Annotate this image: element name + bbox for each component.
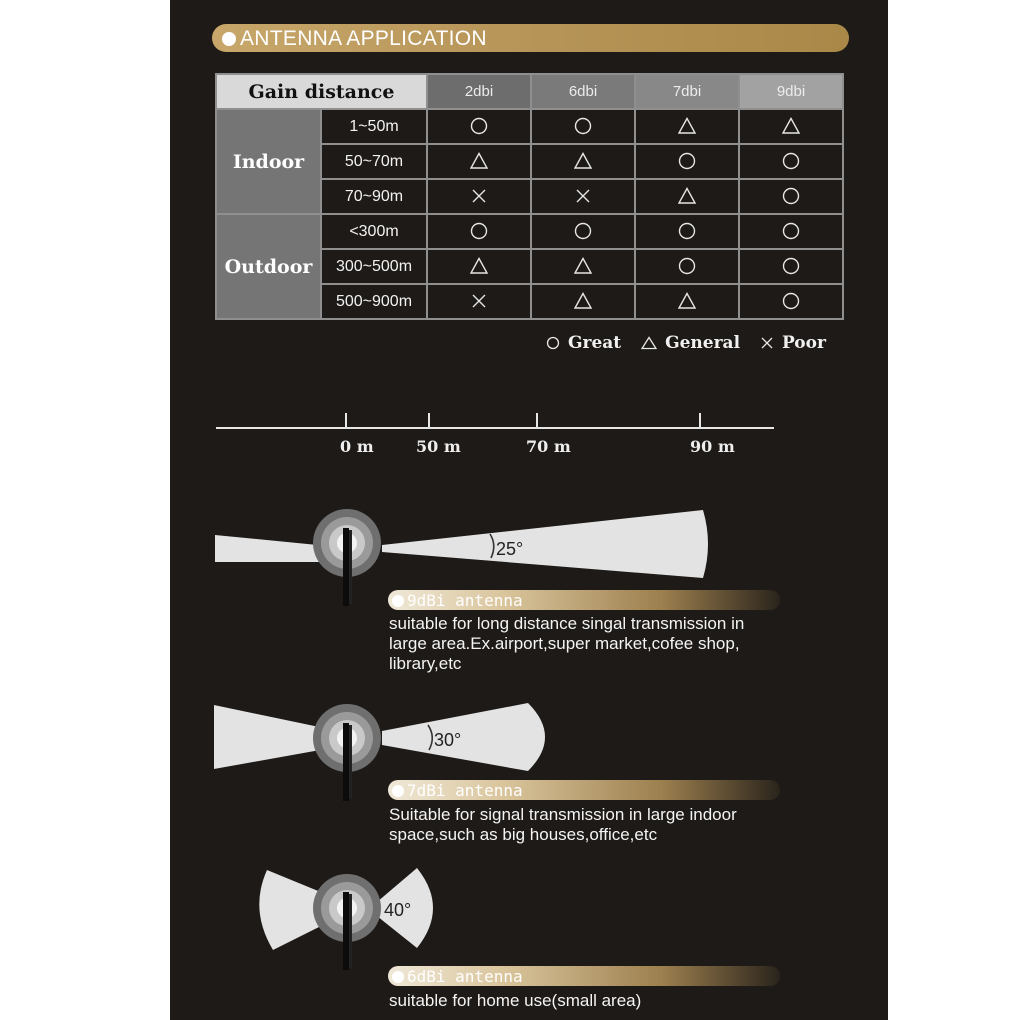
- triangle-icon: [574, 152, 592, 170]
- column-header: 2dbi: [427, 74, 531, 109]
- section-header: [212, 24, 849, 52]
- antenna-label-bar: [388, 966, 780, 986]
- rating-cell: [427, 214, 531, 249]
- scale-label: 70 m: [526, 437, 571, 456]
- circle-icon: [574, 222, 592, 240]
- circle-icon: [782, 292, 800, 310]
- table-header-row: [216, 74, 843, 109]
- circle-icon: [546, 336, 560, 350]
- scale-tick: [428, 413, 430, 428]
- distance-cell: 1~50m: [321, 109, 427, 144]
- column-header: 6dbi: [531, 74, 635, 109]
- cross-icon: [470, 187, 488, 205]
- legend-label: Poor: [781, 333, 826, 353]
- circle-icon: [782, 257, 800, 275]
- rating-cell: [739, 109, 843, 144]
- circle-icon: [470, 117, 488, 135]
- antenna-description: Suitable for signal transmission in large indoor space,such as big houses,office,etc: [389, 805, 737, 844]
- rating-cell: [427, 179, 531, 214]
- circle-icon: [782, 187, 800, 205]
- antenna-description: suitable for long distance singal transmission in large area.Ex.airport,super market,cofee shop, library,etc: [389, 614, 745, 673]
- antenna-label: 9dBi antenna: [392, 591, 523, 610]
- scale-tick: [699, 413, 701, 428]
- rating-cell: [739, 179, 843, 214]
- triangle-icon: [678, 117, 696, 135]
- circle-icon: [470, 222, 488, 240]
- scale-label: 90 m: [690, 437, 735, 456]
- rating-cell: [427, 109, 531, 144]
- triangle-icon: [782, 117, 800, 135]
- cross-icon: [760, 336, 774, 350]
- scale-tick: [345, 413, 347, 428]
- group-label-outdoor: Outdoor: [216, 214, 321, 319]
- rating-cell: [427, 144, 531, 179]
- distance-cell: 300~500m: [321, 249, 427, 284]
- antenna-label: 7dBi antenna: [392, 781, 523, 800]
- circle-icon: [678, 222, 696, 240]
- rating-cell: [635, 179, 739, 214]
- circle-icon: [678, 257, 696, 275]
- rating-cell: [427, 249, 531, 284]
- rating-cell: [739, 284, 843, 319]
- cross-icon: [470, 292, 488, 310]
- distance-cell: <300m: [321, 214, 427, 249]
- rating-cell: [739, 144, 843, 179]
- triangle-icon: [574, 292, 592, 310]
- scale-label: 50 m: [416, 437, 461, 456]
- circle-icon: [782, 222, 800, 240]
- rating-cell: [635, 109, 739, 144]
- rating-legend: [546, 333, 826, 355]
- antenna-label-bar: [388, 780, 780, 800]
- antenna-description: suitable for home use(small area): [389, 991, 642, 1010]
- rating-cell: [635, 214, 739, 249]
- distance-scale-line: [216, 427, 774, 429]
- distance-cell: 50~70m: [321, 144, 427, 179]
- triangle-icon: [470, 152, 488, 170]
- rating-cell: [739, 214, 843, 249]
- scale-tick: [536, 413, 538, 428]
- distance-cell: 70~90m: [321, 179, 427, 214]
- triangle-icon: [678, 292, 696, 310]
- legend-item-great: [546, 333, 621, 353]
- rating-cell: [427, 284, 531, 319]
- legend-label: Great: [568, 333, 622, 353]
- rating-cell: [531, 144, 635, 179]
- column-header: 9dbi: [739, 74, 843, 109]
- cross-icon: [574, 187, 592, 205]
- column-header: 7dbi: [635, 74, 739, 109]
- legend-item-general: [641, 333, 740, 353]
- rating-cell: [739, 249, 843, 284]
- rating-cell: [635, 144, 739, 179]
- table-corner-label: Gain distance: [216, 74, 427, 109]
- table-row: [216, 214, 843, 249]
- circle-icon: [782, 152, 800, 170]
- antenna-label: 6dBi antenna: [392, 967, 523, 986]
- gain-distance-table: [215, 73, 844, 320]
- rating-cell: [531, 284, 635, 319]
- table-row: [216, 109, 843, 144]
- distance-cell: 500~900m: [321, 284, 427, 319]
- rating-cell: [531, 179, 635, 214]
- antenna-label-bar: [388, 590, 780, 610]
- rating-cell: [635, 284, 739, 319]
- triangle-icon: [641, 336, 657, 350]
- legend-label: General: [665, 333, 741, 353]
- legend-item-poor: [760, 333, 826, 353]
- beam-angle-6dbi: 40°: [384, 900, 412, 920]
- triangle-icon: [574, 257, 592, 275]
- rating-cell: [531, 109, 635, 144]
- rating-cell: [635, 249, 739, 284]
- group-label-indoor: Indoor: [216, 109, 321, 214]
- scale-label: 0 m: [340, 437, 374, 456]
- beam-angle-7dbi: 30°: [434, 730, 462, 750]
- rating-cell: [531, 249, 635, 284]
- beam-pattern-6dbi: [255, 862, 445, 972]
- rating-cell: [531, 214, 635, 249]
- triangle-icon: [470, 257, 488, 275]
- circle-icon: [574, 117, 592, 135]
- triangle-icon: [678, 187, 696, 205]
- circle-icon: [678, 152, 696, 170]
- beam-angle-9dbi: 25°: [496, 539, 524, 559]
- section-title: ANTENNA APPLICATION: [222, 27, 487, 51]
